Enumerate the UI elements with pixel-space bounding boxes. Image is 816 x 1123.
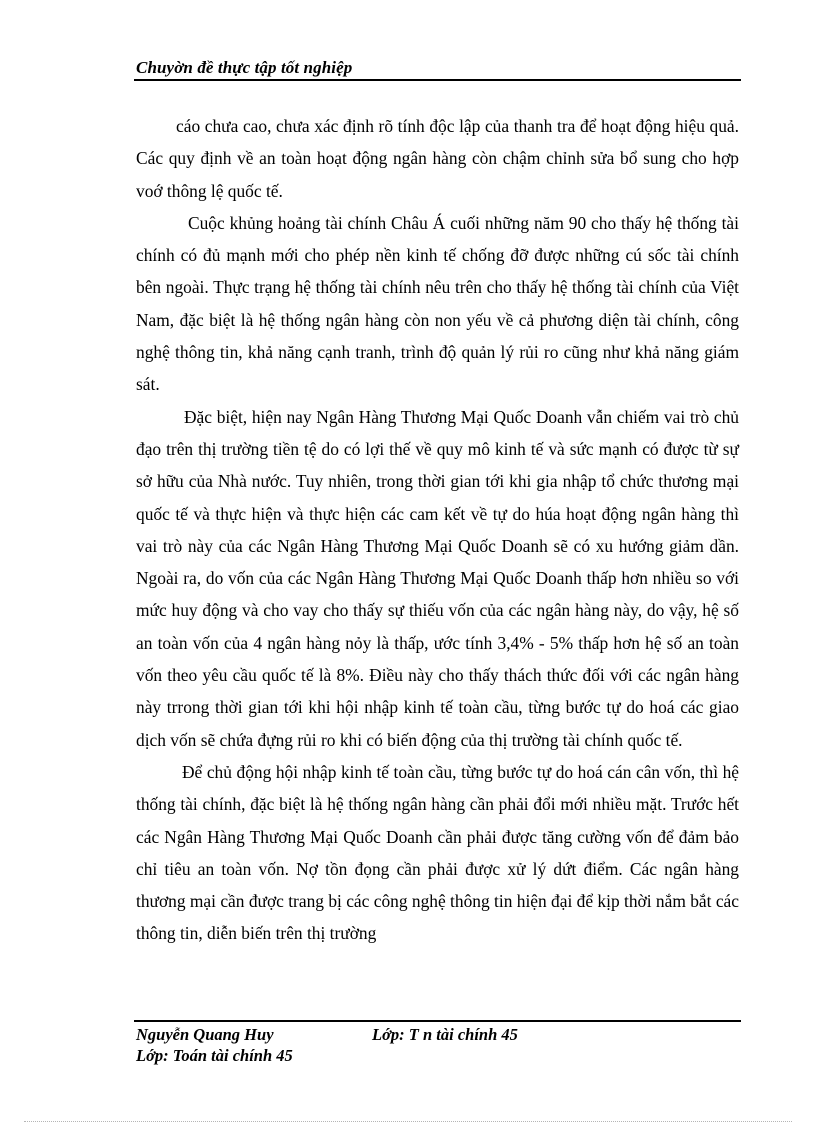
page-header-title: Chuyờn đề thực tập tốt nghiệp bbox=[136, 58, 353, 77]
document-body bbox=[136, 110, 739, 950]
footer-divider bbox=[134, 1020, 741, 1022]
paragraph-2: Cuộc khủng hoảng tài chính Châu Á cuối những năm 90 cho thấy hệ thống tài chính có đủ mạnh mới cho phép nền kinh tế chống đỡ được những cú sốc tài chính bên ngoài. Thực trạng hệ thống tài chính nêu trên cho thấy hệ thống tài chính của Việt Nam, đặc biệt là hệ thống ngân hàng còn non yếu về cả phương diện tài chính, công nghệ thông tin, khả năng cạnh tranh, trình độ quản lý rủi ro cũng như khả năng giám sát. bbox=[136, 212, 739, 395]
footer-class-label-left: Lớp: Toán tài chính 45 bbox=[136, 1046, 293, 1065]
footer-author-name: Nguyễn Quang Huy bbox=[136, 1025, 274, 1044]
paragraph-1: cáo chưa cao, chưa xác định rõ tính độc lập của thanh tra để hoạt động hiệu quả. Các quy định về an toàn hoạt động ngân hàng còn chậm chỉnh sửa bổ sung cho hợp voớ thông lệ quốc tế. bbox=[136, 116, 739, 201]
footer-class-label-right: Lớp: T n tài chính 45 bbox=[372, 1025, 518, 1044]
page-bottom-border bbox=[24, 1121, 792, 1122]
paragraph-3: Đặc biệt, hiện nay Ngân Hàng Thương Mại Quốc Doanh vẫn chiếm vai trò chủ đạo trên thị trường tiền tệ do có lợi thế về quy mô kinh tế và sức mạnh có được từ sự sở hữu của Nhà nước. Tuy nhiên, trong thời gian tới khi gia nhập tổ chức thương mại quốc tế và thực hiện và thực hiện các cam kết về tự do húa hoạt động ngân hàng thì vai trò này của các Ngân Hàng Thương Mại Quốc Doanh sẽ có xu hướng giảm dần. Ngoài ra, do vốn của các Ngân Hàng Thương Mại Quốc Doanh thấp hơn nhiều so với mức huy động và cho vay cho thấy sự thiếu vốn của các ngân hàng này, do vậy, hệ số an toàn vốn của 4 ngân hàng nỏy là thấp, ước tính 3,4% - 5% thấp hơn hệ số an toàn vốn theo yêu cầu quốc tế là 8%. Điều này cho thấy thách thức đối với các ngân hàng này trrong thời gian tới khi hội nhập kinh tế toàn cầu, từng bước tự do hoá các giao dịch vốn sẽ chứa đựng rủi ro khi có biến động của thị trường tài chính quốc tế. bbox=[136, 406, 739, 750]
paragraph-4: Để chủ động hội nhập kinh tế toàn cầu, từng bước tự do hoá cán cân vốn, thì hệ thống tài chính, đặc biệt là hệ thống ngân hàng cần phải đổi mới nhiều mặt. Trước hết các Ngân Hàng Thương Mại Quốc Doanh cần phải được tăng cường vốn để đảm bảo chỉ tiêu an toàn vốn. Nợ tồn đọng cần phải được xử lý dứt điểm. Các ngân hàng thương mại cần được trang bị các công nghệ thông tin hiện đại để kịp thời nắm bắt các thông tin, diễn biến trên thị trường bbox=[136, 761, 739, 944]
header-divider bbox=[134, 79, 741, 81]
